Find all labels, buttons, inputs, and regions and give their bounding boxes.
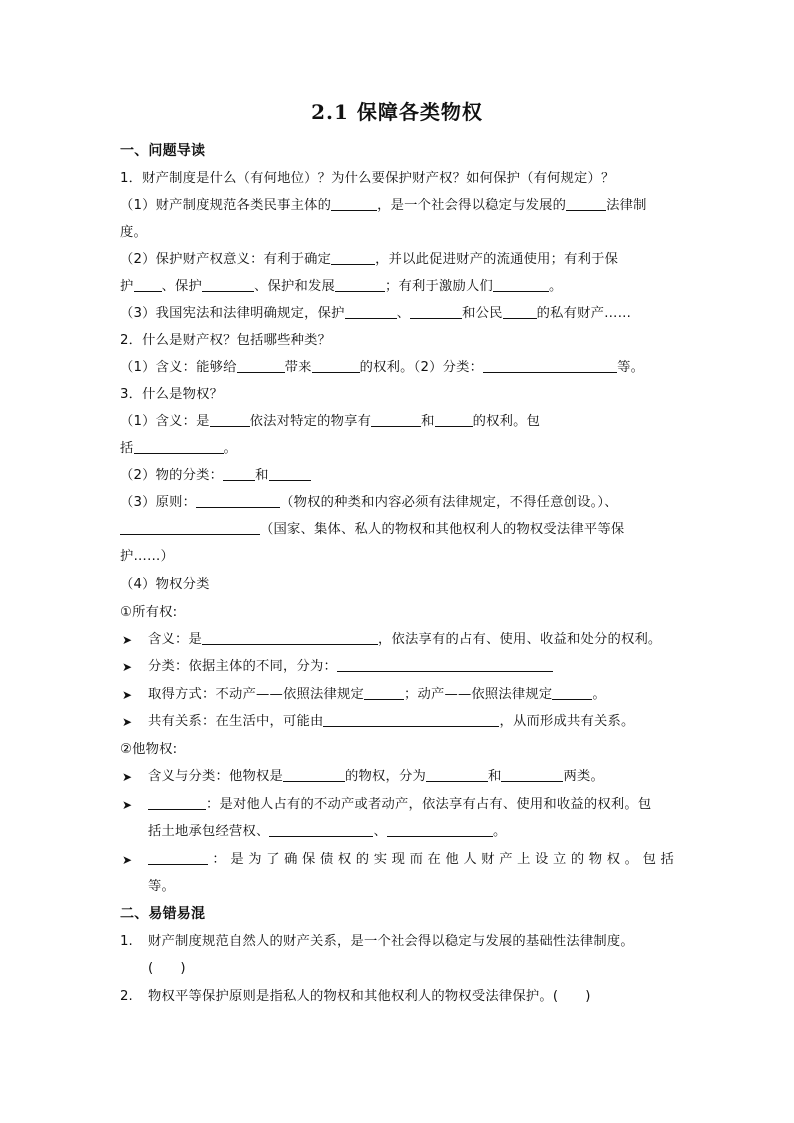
blank <box>331 197 377 211</box>
ownership-co-ownership: 共有关系：在生活中，可能由 ，从而形成共有关系。 <box>148 714 635 729</box>
q3-item-2: （2）物的分类： 和 <box>120 467 311 485</box>
security-rights-definition-cont: 等。 <box>148 879 175 894</box>
q2-item-1: （1）含义：能够给 带来 的权利。（2）分类： 等。 <box>120 360 645 375</box>
section-heading-mistakes: 二、易错易混 <box>120 906 206 922</box>
blank <box>426 768 488 782</box>
blank <box>566 197 606 211</box>
blank <box>237 359 285 373</box>
blank <box>435 413 473 427</box>
blank <box>323 713 499 727</box>
arrow-bullet-icon: ➤ <box>122 660 133 674</box>
q3-item-3-cont: （国家、集体、私人的物权和其他权利人的物权受法律平等保 <box>120 521 624 539</box>
q3-item-3-cont2: 护……） <box>120 549 174 564</box>
blank <box>331 251 375 265</box>
q3-item-3: （3）原则： （物权的种类和内容必须有法律规定，不得任意创设。）、 <box>120 495 618 510</box>
section-heading-guide: 一、问题导读 <box>120 143 206 159</box>
mistake-2-statement: 物权平等保护原则是指私人的物权和其他权利人的物权受法律保护。( ) <box>148 989 591 1004</box>
arrow-bullet-icon: ➤ <box>122 853 133 867</box>
blank <box>312 359 360 373</box>
blank <box>501 768 563 782</box>
question-1: 1．财产制度是什么（有何地位）？为什么要保护财产权？如何保护（有何规定）？ <box>120 171 615 186</box>
blank <box>120 521 260 535</box>
blank <box>364 686 404 700</box>
mistake-1-answer-brackets: ( ) <box>148 961 186 976</box>
q1-item-2-cont: 护 、保护 、保护和发展 ；有利于激励人们 。 <box>120 279 563 294</box>
q3-item-1: （1）含义：是 依法对特定的物享有 和 的权利。包 <box>120 414 541 429</box>
blank <box>134 440 224 454</box>
blank <box>387 823 493 837</box>
security-rights-definition: ：是为了确保债权的实现而在他人财产上设立的物权。包括 <box>148 851 674 869</box>
blank <box>223 467 255 481</box>
question-3: 3．什么是物权？ <box>120 387 224 402</box>
blank <box>371 413 421 427</box>
blank <box>134 278 162 292</box>
blank <box>483 359 617 373</box>
arrow-bullet-icon: ➤ <box>122 688 133 702</box>
mistake-2-number: 2. <box>120 989 133 1004</box>
ownership-acquisition: 取得方式：不动产——依照法律规定 ；动产——依照法律规定 。 <box>148 687 606 702</box>
arrow-bullet-icon: ➤ <box>122 633 133 647</box>
mistake-1-statement: 财产制度规范自然人的财产关系，是一个社会得以稳定与发展的基础性法律制度。 <box>148 934 634 949</box>
ownership-definition: 含义：是 ，依法享有的占有、使用、收益和处分的权利。 <box>148 632 662 647</box>
q3-item-4: （4）物权分类 <box>120 577 210 592</box>
q3-item-1-cont: 括 。 <box>120 441 237 456</box>
q1-item-3: （3）我国宪法和法律明确规定，保护 、 和公民 的私有财产…… <box>120 306 632 321</box>
mistake-1-number: 1. <box>120 934 133 949</box>
page-title: 2.1 保障各类物权 <box>311 100 483 124</box>
blank <box>148 851 208 865</box>
blank <box>337 658 553 672</box>
q1-item-1-cont: 度。 <box>120 225 147 240</box>
blank <box>196 494 280 508</box>
ownership-heading: ①所有权: <box>120 605 178 620</box>
ownership-classification: 分类：依据主体的不同，分为： <box>148 658 553 676</box>
usufruct-definition: ：是对他人占有的不动产或者动产，依法享有占有、使用和收益的权利。包 <box>148 796 651 814</box>
blank <box>148 796 206 810</box>
blank <box>269 467 311 481</box>
blank <box>202 278 254 292</box>
blank <box>210 413 250 427</box>
other-rights-heading: ②他物权: <box>120 742 178 757</box>
arrow-bullet-icon: ➤ <box>122 770 133 784</box>
blank <box>345 305 397 319</box>
blank <box>552 686 592 700</box>
blank <box>283 768 345 782</box>
usufruct-definition-cont: 括土地承包经营权、 、 。 <box>148 824 507 839</box>
blank <box>335 278 385 292</box>
blank <box>202 631 378 645</box>
other-rights-definition: 含义与分类：他物权是 的物权，分为 和 两类。 <box>148 769 604 784</box>
blank <box>503 305 537 319</box>
blank <box>493 278 549 292</box>
q1-item-2: （2）保护财产权意义：有利于确定 ，并以此促进财产的流通使用；有利于保 <box>120 252 619 267</box>
question-2: 2．什么是财产权？包括哪些种类？ <box>120 333 332 348</box>
blank <box>410 305 462 319</box>
blank <box>269 823 373 837</box>
arrow-bullet-icon: ➤ <box>122 798 133 812</box>
arrow-bullet-icon: ➤ <box>122 715 133 729</box>
q1-item-1: （1）财产制度规范各类民事主体的 ，是一个社会得以稳定与发展的 法律制 <box>120 198 647 213</box>
